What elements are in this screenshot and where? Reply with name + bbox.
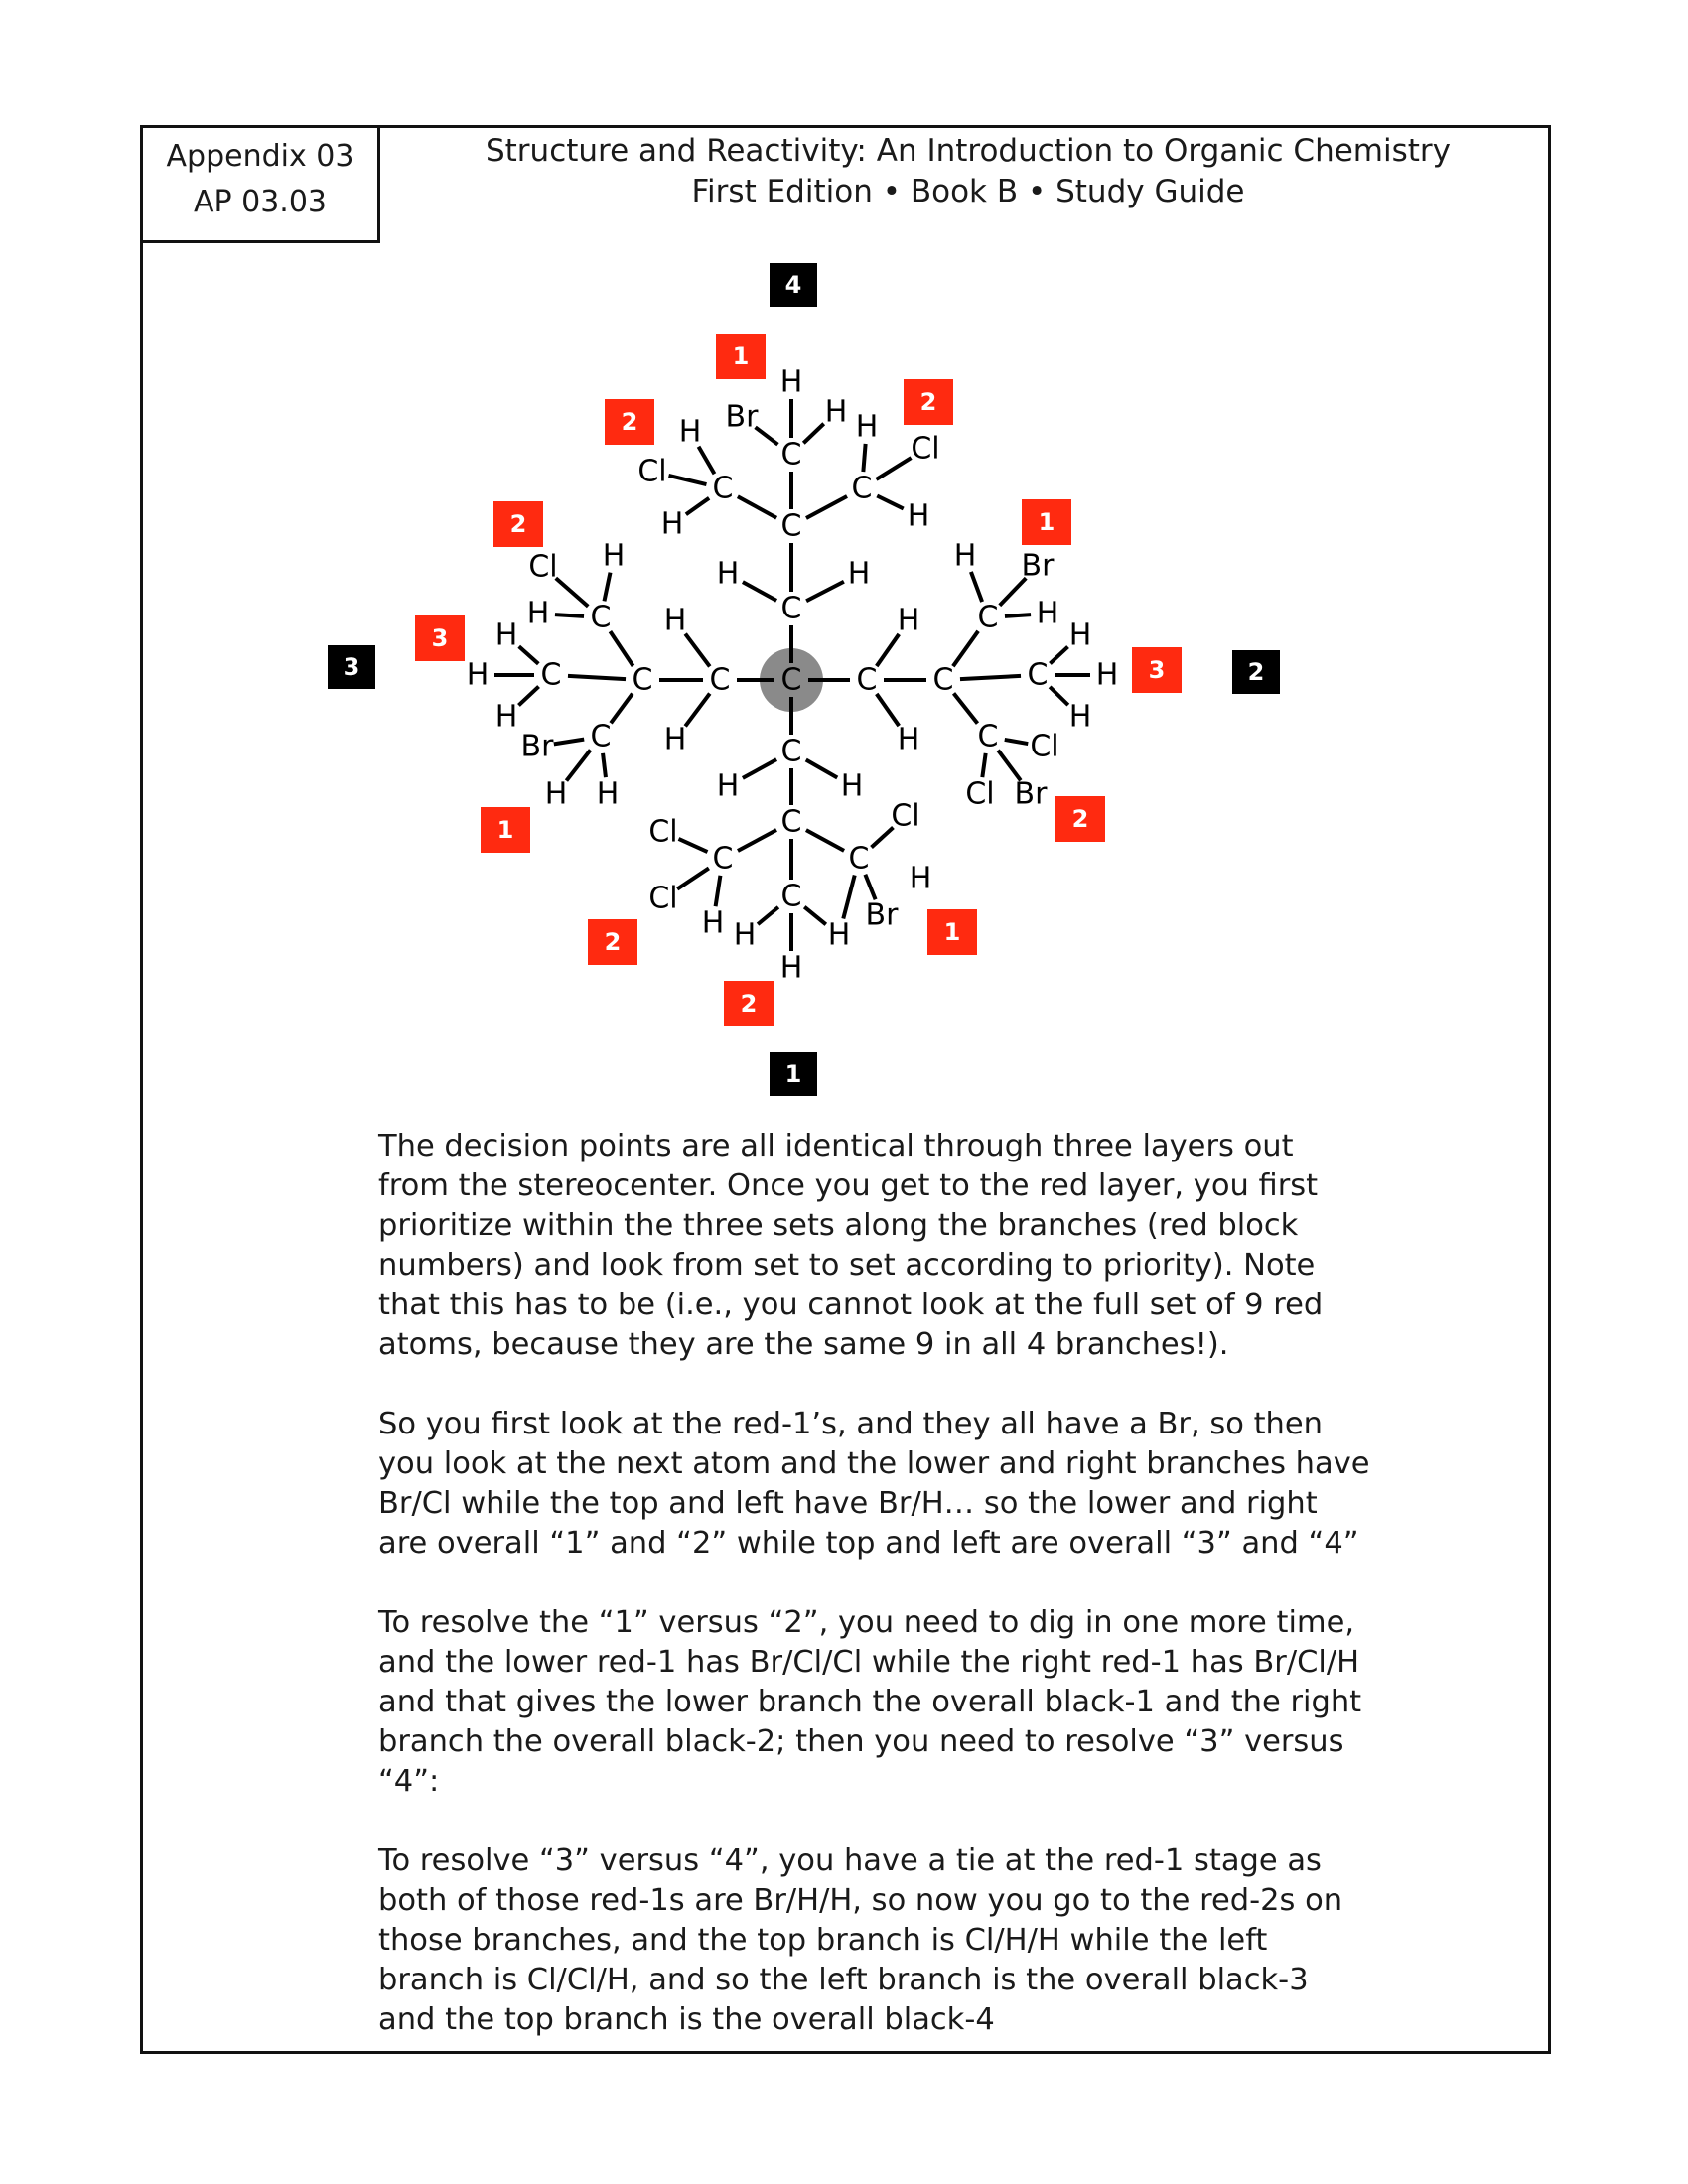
bond-line: [877, 634, 900, 666]
red-badge-label: 1: [943, 918, 961, 946]
bond-line: [876, 458, 911, 479]
red-badge-label: 3: [1148, 656, 1166, 684]
red-badge-label: 1: [496, 816, 514, 844]
bond-line: [803, 424, 823, 444]
atom: C: [1027, 657, 1049, 693]
red-badge-label: 2: [919, 388, 937, 416]
atom: C: [590, 719, 612, 754]
atom: H: [494, 699, 518, 735]
bond-line: [1050, 687, 1068, 705]
atom: Br: [1021, 548, 1055, 584]
bond-line: [756, 427, 778, 444]
bond-line: [568, 676, 626, 679]
bond-line: [1050, 647, 1067, 664]
atom: C: [932, 662, 954, 698]
black-badge-label: 4: [784, 271, 802, 299]
appendix-label: Appendix 03: [166, 139, 354, 174]
atom: C: [712, 471, 734, 506]
bond-line: [971, 572, 982, 602]
book-title: Structure and Reactivity: An Introduction to Organic Chemistry: [485, 133, 1452, 169]
bond-line: [743, 582, 776, 601]
atom: H: [716, 768, 740, 804]
atom: H: [544, 776, 568, 812]
atom: Br: [865, 897, 899, 933]
atom: H: [701, 905, 725, 941]
bond-line: [738, 496, 776, 518]
red-badge-label: 2: [1071, 805, 1089, 833]
bond-line: [1005, 614, 1031, 616]
bond-line: [566, 750, 590, 780]
atom: C: [780, 591, 802, 626]
bond-line: [982, 753, 985, 777]
atom: C: [780, 437, 802, 473]
atom: C: [856, 662, 878, 698]
atom: H: [855, 409, 879, 445]
atom: H: [526, 596, 550, 631]
atom: H: [897, 722, 920, 757]
bond-line: [806, 759, 838, 777]
atom: Cl: [1030, 729, 1059, 764]
atom: Cl: [965, 776, 995, 812]
atom: H: [1095, 657, 1119, 693]
atom: H: [1036, 596, 1059, 631]
atom: Br: [520, 729, 554, 764]
red-badge-label: 1: [1038, 508, 1055, 536]
atom: Cl: [648, 881, 678, 916]
bond-line: [758, 907, 778, 924]
red-badge-label: 2: [621, 408, 638, 436]
atom: H: [663, 722, 687, 757]
bond-line: [953, 631, 978, 666]
red-badge-label: 2: [509, 510, 527, 538]
bond-line: [685, 694, 710, 727]
paragraph: The decision points are all identical through three layers out from the stereocenter. Once you get to the red layer, you first prioritize within the three sets along the branches (red block numbers) and look from set to set according to priority). Note that this has to be (i.e., you cannot look at the full set of 9 red atoms, because they are the same 9 in all 4 branches!).: [378, 1129, 1324, 1362]
atom: H: [953, 538, 977, 574]
bond-line: [611, 694, 633, 724]
atom: H: [716, 556, 740, 592]
paragraph: To resolve “3” versus “4”, you have a tie at the red-1 stage as both of those red-1s are Br/H/H, so now you go to the red-2s on those branches, and the top branch is Cl/H/H while the left branch is Cl/Cl/H, and so the left branch is the overall black-3 and the top branch is the overall black-4: [378, 1843, 1343, 2037]
atom-center-carbon: C: [780, 662, 802, 698]
atom: C: [848, 841, 870, 877]
bond-line: [738, 830, 776, 851]
red-badge-label: 2: [740, 990, 758, 1018]
bond-line: [863, 444, 865, 472]
appendix-code: AP 03.03: [193, 185, 328, 219]
bond-line: [872, 827, 894, 847]
atom: H: [897, 603, 920, 638]
atom: C: [590, 600, 612, 635]
bond-line: [865, 875, 875, 899]
black-badge-label: 1: [784, 1060, 802, 1088]
atom: C: [780, 508, 802, 544]
bond-line: [806, 830, 844, 851]
black-badge-label: 3: [343, 653, 360, 681]
atom: H: [1068, 617, 1092, 653]
atom: C: [851, 471, 873, 506]
bond-line: [960, 676, 1021, 679]
bond-line: [806, 496, 847, 518]
explanation-text: [378, 1127, 1371, 2080]
bond-line: [686, 498, 709, 514]
atom: H: [779, 950, 803, 986]
atom: H: [733, 917, 757, 953]
atom: C: [540, 657, 562, 693]
bond-line: [554, 740, 584, 745]
atom: H: [779, 364, 803, 400]
bond-line: [877, 495, 903, 508]
bond-line: [743, 759, 776, 778]
atom: Br: [725, 399, 759, 435]
bond-line: [685, 634, 710, 667]
atom: H: [660, 506, 684, 542]
atom: H: [678, 414, 702, 450]
bond-line: [604, 573, 610, 602]
atom: H: [827, 917, 851, 953]
atom: Cl: [528, 549, 558, 585]
book-subtitle: First Edition • Book B • Study Guide: [691, 174, 1245, 209]
bond-line: [519, 646, 539, 663]
bond-line: [1005, 740, 1029, 744]
atom: C: [780, 734, 802, 769]
atom: Cl: [648, 814, 678, 850]
atom: H: [824, 394, 848, 430]
atom: C: [712, 841, 734, 877]
bond-line: [877, 694, 900, 726]
bond-line: [699, 447, 715, 475]
bond-line: [677, 868, 709, 888]
black-badge-label: 2: [1247, 658, 1265, 686]
atom: Cl: [891, 798, 920, 834]
atom: Cl: [637, 454, 667, 489]
atom: H: [596, 776, 620, 812]
bond-line: [806, 582, 844, 601]
red-badge-label: 1: [732, 342, 750, 370]
paragraph: To resolve the “1” versus “2”, you need to dig in one more time, and the lower red-1 has Br/Cl/Cl while the right red-1 has Br/Cl/H and that gives the lower branch the overall black-1 and the right branch the overall black-2; then you need to resolve “3” versus “4”:: [378, 1605, 1362, 1799]
atom: Cl: [911, 431, 940, 467]
atom: C: [977, 600, 999, 635]
bond-line: [556, 578, 588, 607]
atom: H: [466, 657, 490, 693]
atom: H: [1068, 699, 1092, 735]
atom: H: [907, 498, 930, 534]
atom: C: [780, 879, 802, 914]
atom: H: [494, 617, 518, 653]
bond-line: [610, 631, 633, 666]
atom: Br: [1014, 776, 1048, 812]
bond-line: [603, 753, 606, 777]
atom: C: [632, 662, 653, 698]
atom: H: [847, 556, 871, 592]
atom: H: [840, 768, 864, 804]
red-badge-label: 3: [431, 624, 449, 652]
atom: H: [663, 603, 687, 638]
atom: H: [602, 538, 626, 574]
atom: H: [909, 861, 932, 896]
atom: C: [977, 719, 999, 754]
bond-line: [555, 614, 584, 616]
bond-line: [669, 476, 707, 484]
bond-line: [804, 907, 826, 925]
bond-line: [954, 693, 978, 723]
atom: C: [780, 804, 802, 840]
red-badge-label: 2: [604, 928, 622, 956]
atom: C: [709, 662, 731, 698]
bond-line: [843, 875, 854, 918]
bond-line: [518, 687, 538, 706]
bond-line: [716, 876, 721, 906]
paragraph: So you first look at the red-1’s, and they all have a Br, so then you look at the next atom and the lower and right branches have Br/Cl while the top and left have Br/H… so the lower and right are overall “1” and “2” while top and left are overall “3” and “4”: [378, 1407, 1370, 1561]
bond-line: [679, 839, 708, 852]
